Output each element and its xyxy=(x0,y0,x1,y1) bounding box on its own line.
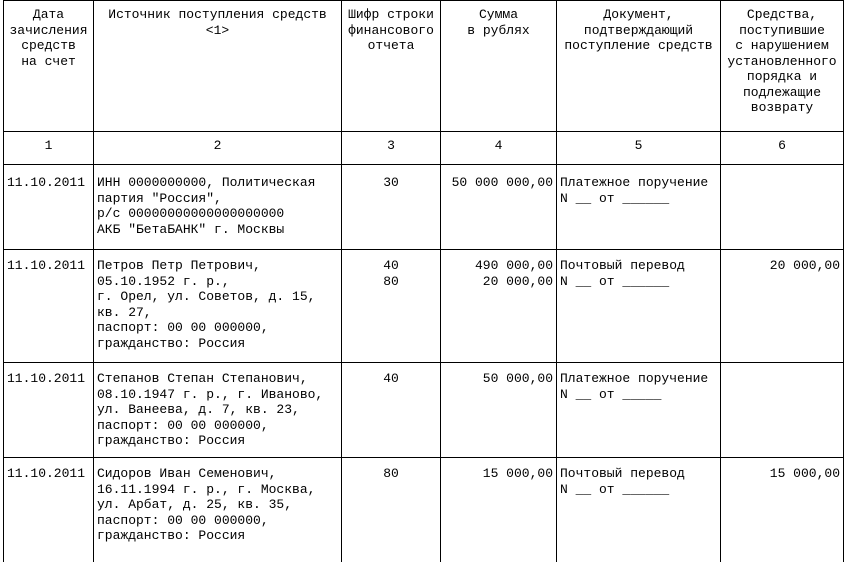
cell-code: 30 xyxy=(342,165,441,250)
header-amount: Сумма в рублях xyxy=(441,1,557,132)
cell-source: Сидоров Иван Семенович, 16.11.1994 г. р., г. Москва, ул. Арбат, д. 25, кв. 35, паспорт: 00 00 000000, гражданство: Россия xyxy=(94,458,342,562)
table-row xyxy=(4,363,844,458)
cell-code: 40 80 xyxy=(342,250,441,363)
cell-violation xyxy=(721,165,844,250)
table-row xyxy=(4,250,844,363)
column-number: 3 xyxy=(342,132,441,165)
column-number: 1 xyxy=(4,132,94,165)
column-number: 6 xyxy=(721,132,844,165)
cell-source: Степанов Степан Степанович, 08.10.1947 г. р., г. Иваново, ул. Ванеева, д. 7, кв. 23, паспорт: 00 00 000000, гражданство: Россия xyxy=(94,363,342,458)
cell-amount: 50 000 000,00 xyxy=(441,165,557,250)
cell-date: 11.10.2011 xyxy=(4,363,94,458)
header-code: Шифр строки финансового отчета xyxy=(342,1,441,132)
cell-violation xyxy=(721,363,844,458)
cell-code: 40 xyxy=(342,363,441,458)
header-document: Документ, подтверждающий поступление средств xyxy=(557,1,721,132)
cell-date: 11.10.2011 xyxy=(4,458,94,562)
cell-document: Почтовый перевод N __ от ______ xyxy=(557,250,721,363)
table-row xyxy=(4,165,844,250)
column-number: 5 xyxy=(557,132,721,165)
column-number: 2 xyxy=(94,132,342,165)
funds-receipt-table xyxy=(3,0,844,562)
cell-date: 11.10.2011 xyxy=(4,165,94,250)
column-number: 4 xyxy=(441,132,557,165)
cell-document: Платежное поручение N __ от _____ xyxy=(557,363,721,458)
cell-amount: 15 000,00 xyxy=(441,458,557,562)
cell-violation: 20 000,00 xyxy=(721,250,844,363)
cell-code: 80 xyxy=(342,458,441,562)
cell-amount: 490 000,00 20 000,00 xyxy=(441,250,557,363)
cell-document: Почтовый перевод N __ от ______ xyxy=(557,458,721,562)
cell-source: ИНН 0000000000, Политическая партия "Россия", р/с 00000000000000000000 АКБ "БетаБАНК" г. Москвы xyxy=(94,165,342,250)
column-number-row xyxy=(4,132,844,165)
cell-source: Петров Петр Петрович, 05.10.1952 г. р., г. Орел, ул. Советов, д. 15, кв. 27, паспорт: 00 00 000000, гражданство: Россия xyxy=(94,250,342,363)
cell-violation: 15 000,00 xyxy=(721,458,844,562)
header-date: Дата зачисления средств на счет xyxy=(4,1,94,132)
table-row xyxy=(4,458,844,562)
table-header-row xyxy=(4,1,844,132)
cell-document: Платежное поручение N __ от ______ xyxy=(557,165,721,250)
cell-amount: 50 000,00 xyxy=(441,363,557,458)
header-violation: Средства, поступившие с нарушением установленного порядка и подлежащие возврату xyxy=(721,1,844,132)
cell-date: 11.10.2011 xyxy=(4,250,94,363)
header-source: Источник поступления средств <1> xyxy=(94,1,342,132)
